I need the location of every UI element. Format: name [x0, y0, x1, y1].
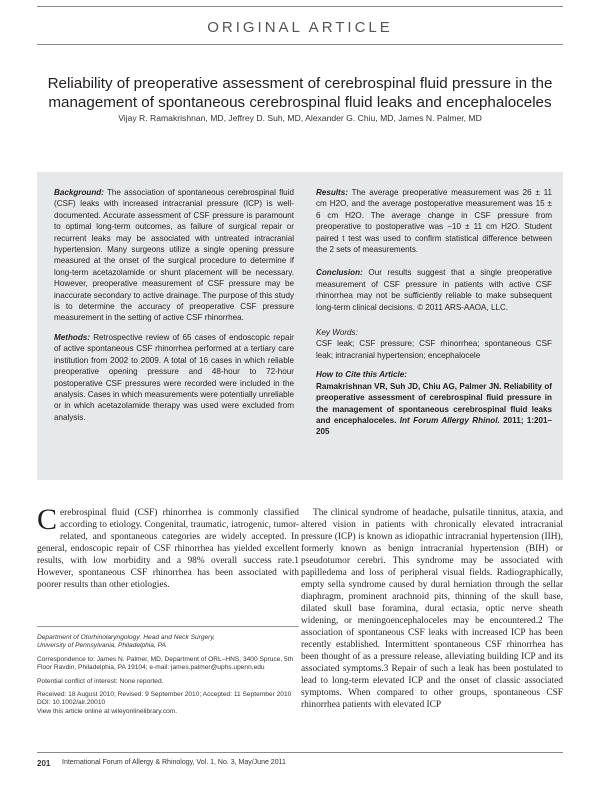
- background-label: Background:: [54, 188, 104, 197]
- body-right-column: [301, 507, 563, 711]
- keywords-label: Key Words:: [316, 328, 358, 338]
- correspondence: Correspondence to: James N. Palmer, MD, Department of ORL–HNS, 3400 Spruce, 5th Floor Ravdin, Philadelphia, PA 19104; e-mail: james.palmer@uphs.upenn.edu: [37, 655, 294, 672]
- right-paragraph: The clinical syndrome of headache, pulsatile tinnitus, ataxia, and altered vision in patients with chronically elevated intracranial pressure (ICP) is known as idiopathic intracranial hypertension (IIH), formerly known as benign intracranial hypertension (BIH) or pseudotumor cerebri. This syndrome may be associated with papilledema and loss of peripheral visual fields. Radiographically, empty sella syndrome caused by dural herniation through the sellar diaphragm, prominent arachnoid pits, thinning of the skull base, dilated skull base foramina, dural ectasia, optic nerve sheath widening, or meningoencephaloceles may be encountered.2 The association of spontaneous CSF leaks with increased ICP has been recently established. Intermittent spontaneous CSF rhinorrhea has been thought of as a pressure release, alleviating building ICP and its associated symptoms.3 Repair of such a leak has been postulated to lead to long-term elevated ICP and the onset of classic associated symptoms. When compared to other groups, spontaneous CSF rhinorrhea patients with elevated ICP: [301, 508, 563, 710]
- abstract-right-column: [316, 187, 552, 446]
- conclusion-text: Our results suggest that a single preoperative measurement of CSF pressure in patients with active CSF rhinorrhea may not be sufficiently reliable to make subsequent long-term clinical decisions. © 2011 ARS-AAOA, LLC.: [316, 268, 552, 312]
- results-label: Results:: [316, 188, 348, 197]
- how-to-cite: [316, 369, 552, 437]
- cite-label: How to Cite this Article:: [316, 370, 407, 380]
- journal-footer: International Forum of Allergy & Rhinology, Vol. 1, No. 3, May/June 2011: [62, 759, 286, 766]
- conflict-statement: Potential conflict of interest: None reported.: [37, 677, 164, 685]
- article-title: [30, 74, 570, 112]
- abstract-methods: [54, 332, 294, 423]
- keywords: [316, 327, 552, 361]
- body-left-column: [37, 503, 299, 591]
- abstract-left-column: [54, 187, 294, 431]
- notes-rule: [37, 626, 299, 627]
- conclusion-label: Conclusion:: [316, 268, 363, 278]
- section-label: ORIGINAL ARTICLE: [207, 19, 393, 36]
- title-line-1: Reliability of preoperative assessment of cerebrospinal fluid pressure in the: [47, 75, 553, 92]
- intro-text: erebrospinal fluid (CSF) rhinorrhea is commonly classified according to etiology. Congenital, traumatic, iatrogenic, tumor-related, and spontaneous categories are widely accepted. In general, endoscopic repair of CSF rhinorrhea has yielded excellent results, with low morbidity and a 98% overall success rate.1 However, spontaneous CSF rhinorrhea has been associated with poorer results than other etiologies.: [37, 508, 299, 590]
- author-list: Vijay R. Ramakrishnan, MD, Jeffrey D. Suh, MD, Alexander G. Chiu, MD, James N. Palmer, MD: [118, 113, 482, 123]
- online-link[interactable]: View this article online at wileyonlinelibrary.com.: [37, 707, 178, 715]
- abstract-results: [316, 187, 552, 255]
- header-rule-top: [37, 6, 563, 7]
- cite-volume: 2011; 1:201–205: [316, 415, 553, 437]
- title-line-2: management of spontaneous cerebrospinal fluid leaks and encephaloceles: [48, 94, 552, 111]
- intro-paragraph: [37, 503, 299, 591]
- methods-text: Retrospective review of 65 cases of endoscopic repair of active spontaneous CSF rhinorrhea performed at a tertiary care institution from 2002 to 2009. A total of 16 cases in which reliable preoperative opening pressure and 48-hour to 72-hour postoperative CSF pressures were recorded were included in the analysis. Cases in which measurements were potentially unreliable or in which acetazolamide therapy was used were excluded from analysis.: [54, 332, 294, 422]
- drop-cap: C: [37, 503, 58, 536]
- abstract-box: [37, 172, 563, 480]
- cite-journal: Int Forum Allergy Rhinol.: [399, 415, 500, 425]
- cite-text: Ramakrishnan VR, Suh JD, Chiu AG, Palmer JN. Reliability of preoperative assessment of cerebrospinal fluid pressure in the management of spontaneous cerebrospinal fluid leaks and encephaloceles.: [316, 381, 552, 425]
- doi: DOI: 10.1002/alr.20010: [37, 699, 106, 707]
- keywords-text: CSF leak; CSF pressure; CSF rhinorrhea; spontaneous CSF leak; intracranial hypertension; encephalocele: [316, 339, 552, 360]
- received-dates: Received: 18 August 2010; Revised: 9 September 2010; Accepted: 11 September 2010: [37, 691, 292, 699]
- page-number: 201: [37, 759, 51, 768]
- abstract-background: [54, 187, 294, 324]
- dept-line-1: Department of Otorhinolaryngology: Head and Neck Surgery,: [37, 634, 216, 641]
- dept-line-2: University of Pennsylvania, Philadelphia, PA: [37, 642, 166, 650]
- methods-label: Methods:: [54, 332, 90, 342]
- results-text: The average preoperative measurement was 26 ± 11 cm H2O, and the average postoperative measurement was 15 ± 6 cm H2O. The average change in CSF pressure from preoperative to postoperative was −10 ± 11 cm H2O. Student paired t test was used to confirm statistical difference between the 2 sets of measurements.: [316, 188, 552, 255]
- background-text: The association of spontaneous cerebrospinal fluid (CSF) leaks with increased intracranial pressure (ICP) is well-documented. Accurate assessment of CSF pressure is paramount to optimal long-term outcomes, as failure of surgical repair or recurrent leaks may be associated with untreated intracranial hypertension. Many surgeons utilize a single opening pressure measured at the onset of the surgical procedure to determine if long-term acetazolamide or shunt placement will be necessary. However, preoperative measurement of CSF pressure may be inaccurate secondary to active drainage. The purpose of this study is to determine the accuracy of preoperative CSF pressure measurement in the setting of active CSF rhinorrhea.: [54, 188, 294, 323]
- abstract-conclusion: [316, 267, 552, 313]
- affiliation: [37, 634, 299, 651]
- footer-rule: [37, 752, 563, 753]
- dates: [37, 691, 299, 716]
- footnotes: [37, 634, 299, 716]
- header-rule-bottom: [37, 44, 563, 45]
